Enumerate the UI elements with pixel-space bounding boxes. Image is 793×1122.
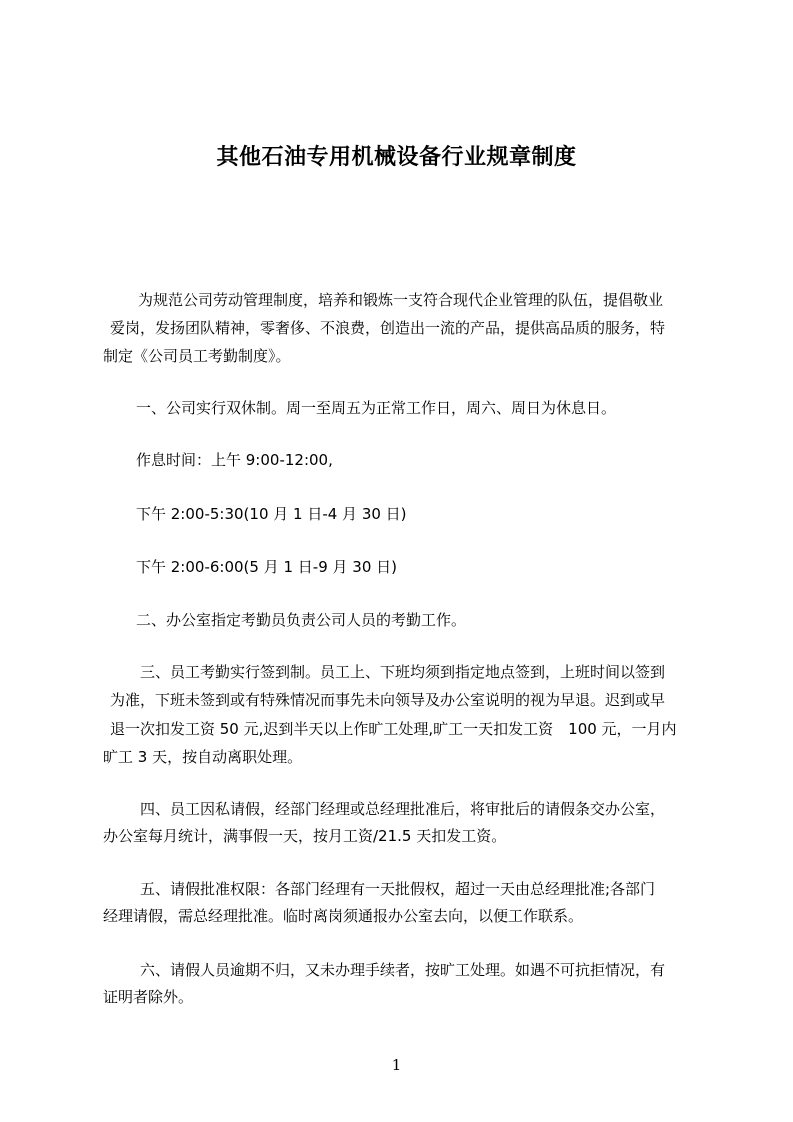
intro-line-2: 爱岗，发扬团队精神，零奢侈、不浪费，创造出一流的产品，提供高品质的服务，特 [110,319,666,337]
section-1-hours: 作息时间：上午 9:00-12:00, [136,451,333,469]
section-3-line-4: 旷工 3 天，按自动离职处理。 [103,748,303,766]
section-1-text: 一、公司实行双休制。周一至周五为正常工作日，周六、周日为休息日。 [136,399,617,417]
section-1-afternoon-summer: 下午 2:00-6:00(5 月 1 日-9 月 30 日) [136,558,397,576]
intro-line-1: 为规范公司劳动管理制度，培养和锻炼一支符合现代企业管理的队伍，提倡敬业 [138,291,664,309]
section-4-line-2: 办公室每月统计，满事假一天，按月工资/21.5 天扣发工资。 [103,827,507,845]
section-6-line-1: 六、请假人员逾期不归，又未办理手续者，按旷工处理。如遇不可抗拒情况，有 [140,961,666,979]
section-1-afternoon-winter: 下午 2:00-5:30(10 月 1 日-4 月 30 日) [136,505,407,523]
page-number: 1 [391,1056,402,1074]
document-title: 其他石油专用机械设备行业规章制度 [216,145,577,170]
section-4-line-1: 四、员工因私请假，经部门经理或总经理批准后，将审批后的请假条交办公室， [140,800,666,818]
section-3-line-1: 三、员工考勤实行签到制。员工上、下班均须到指定地点签到，上班时间以签到 [140,663,666,681]
section-2-text: 二、办公室指定考勤员负责公司人员的考勤工作。 [136,611,467,629]
section-5-line-2: 经理请假，需总经理批准。临时离岗须通报办公室去向，以便工作联系。 [103,907,584,925]
section-5-line-1: 五、请假批准权限：各部门经理有一天批假权，超过一天由总经理批准;各部门 [140,880,656,898]
section-3-line-2: 为准，下班未签到或有特殊情况而事先未向领导及办公室说明的视为早退。迟到或早 [110,691,666,709]
intro-line-3: 制定《公司员工考勤制度》。 [103,347,291,365]
section-3-line-3: 退一次扣发工资 50 元,迟到半天以上作旷工处理,旷工一天扣发工资 100 元，一月内 [110,720,677,738]
section-6-line-2: 证明者除外。 [103,988,194,1006]
